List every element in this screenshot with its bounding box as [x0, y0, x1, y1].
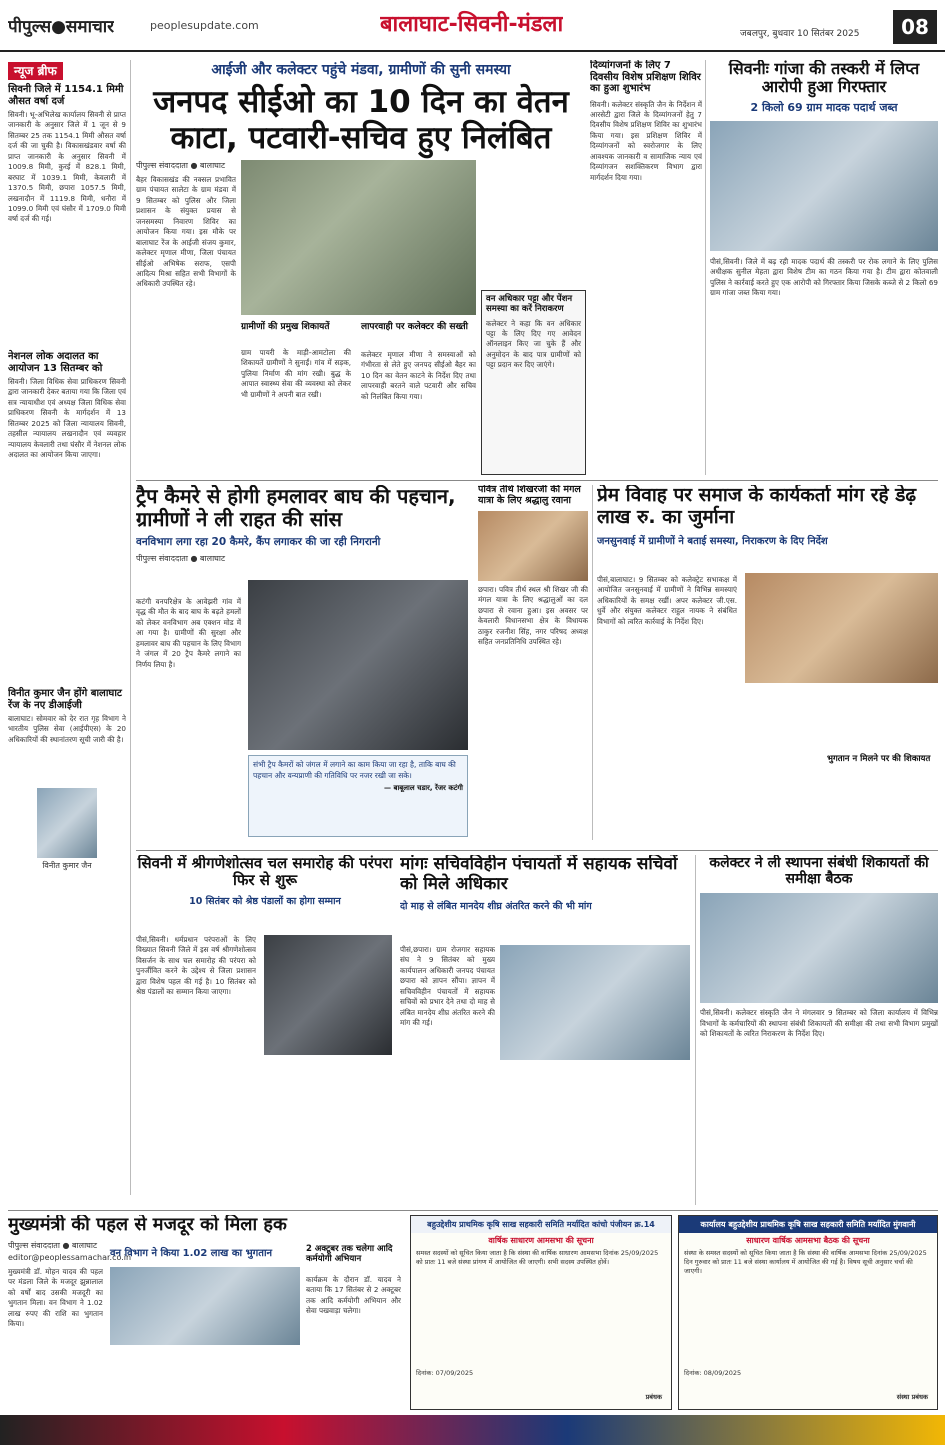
- trap-camera-photo: [248, 580, 468, 750]
- ganja-subhead: 2 किलो 69 ग्राम मादक पदार्थ जब्त: [750, 100, 898, 114]
- lead-subhead-strict: लापरवाही पर कलेक्टर की सख्ती: [361, 322, 468, 332]
- ad2-subtitle: साधारण वार्षिक आमसभा बैठक की सूचना: [746, 1236, 870, 1245]
- newspaper-logo: पीपुल्स●समाचार: [8, 17, 115, 37]
- secretary-photo: [500, 945, 690, 1060]
- ganesh-photo: [264, 935, 392, 1055]
- public-hearing-photo: [745, 573, 938, 683]
- column-divider: [130, 60, 131, 1195]
- collector-photo: [700, 893, 938, 1003]
- dig-photo-caption: विनीत कुमार जैन: [42, 861, 92, 870]
- news-brief-column: [8, 60, 126, 1200]
- section-rule: [136, 850, 938, 851]
- pilgrim-body: छपारा। पवित्र तीर्थ स्थल श्री शिखर जी की मंगल यात्रा के लिए श्रद्धालुओं का दल छपारा से रवाना हुआ। इस अवसर पर केवलारी विधानसभा क्षेत्र के विधायक ठाकुर रजनीश सिंह, नगर परिषद अध्यक्ष सहित जनप्रतिनिधि उपस्थित रहे।: [478, 584, 588, 647]
- ad2-date: दिनांक: 08/09/2025: [684, 1369, 742, 1377]
- lead-byline: पीपुल्स संवाददाता ● बालाघाट: [136, 161, 225, 170]
- tiger-body: कटंगी वनपरिक्षेत्र के आवेझरी गांव में वृद्ध की मौत के बाद बाघ के बढ़ते हमलों को लेकर वनविभाग अब एक्शन मोड में आ गया है। ग्रामीणों की सुरक्षा और हमलावर बाघ की पहचान के लिए विभाग ने जंगल में 20 ट्रैप कैमरे लगाने का निर्णय लिया है।: [136, 597, 241, 669]
- ganesh-subhead: 10 सितंबर को श्रेष्ठ पंडालों का होगा सम्मान: [189, 895, 341, 907]
- section-rule: [8, 1210, 938, 1211]
- cm-email[interactable]: editor@peoplessamachar.co.in: [8, 1252, 132, 1262]
- secretary-body: पीसं,छपारा। ग्राम रोजगार सहायक संघ ने 9 सितंबर को मुख्य कार्यपालन अधिकारी जनपद पंचायत छपारा को ज्ञापन सौंपा। ज्ञापन में सचिवविहीन पंचायतों में सहायक सचिवों को प्रभार देने तथा दो माह से लंबित मानदेय शीघ्र अंतरित करने की मांग की गई।: [400, 945, 495, 1028]
- ad2-body: संस्था के समस्त सदस्यों को सूचित किया जाता है कि संस्था की वार्षिक आमसभा दिनांक 25/09/2025 दिन गुरुवार को प्रातः 11 बजे संस्था कार्यालय में आयोजित की गई है। विषय सूची अनुसार चर्चा की जाएगी।: [684, 1249, 927, 1276]
- marriage-subhead: जनसुनवाई में ग्रामीणों ने बताई समस्या, निराकरण के दिए निर्देश: [597, 535, 828, 547]
- cm-story: [8, 1215, 403, 1410]
- secretary-subhead: दो माह से लंबित मानदेय शीघ्र अंतरित करने की भी मांग: [400, 901, 592, 913]
- page-number: 08: [893, 10, 937, 44]
- brief-1-title: सिवनी जिले में 1154.1 मिमी औसत वर्षा दर्ज: [8, 84, 124, 107]
- lead-body-1: बैहर विकासखंड की नक्सल प्रभावित ग्राम पंचायत सालेटा के ग्राम मंडवा में 9 सितम्बर को पुलिस और जिला प्रशासन के संयुक्त प्रयास से जनसमस्या निवारण शिविर का आयोजन किया गया। इस मौके पर बालाघाट रेंज के आईजी संजय कुमार, कलेक्टर मृणाल मीणा, जिला पंचायत सीईओ अभिषेक सराफ, एसपी आदित्य मिश्रा सहित सभी विभागों के अधिकारी उपस्थित रहे।: [136, 175, 236, 289]
- secretary-story: [400, 855, 690, 1205]
- tiger-subhead: वनविभाग लगा रहा 20 कैमरे, कैंप लगाकर की जा रही निगरानी: [136, 536, 381, 548]
- tiger-quote-box: [248, 755, 468, 837]
- brief-3-title: विनीत कुमार जैन होंगे बालाघाट रेंज के नए डीआईजी: [8, 688, 122, 711]
- lead-kicker: आईजी और कलेक्टर पहुंचे मंडवा, ग्रामीणों की सुनी समस्या: [211, 62, 511, 78]
- ganesh-headline: सिवनी में श्रीगणेशोत्सव चल समारोह की परंपरा फिर से शुरू: [137, 855, 393, 890]
- collector-body: पीसं,सिवनी। कलेक्टर संस्कृति जैन ने मंगलवार 9 सितम्बर को जिला कार्यालय में विभिन्न विभागों के कर्मचारियों की स्थापना संबंधी शिकायतों की समीक्षा की तथा सभी विभाग प्रमुखों को शिकायतों के त्वरित निराकरण के निर्देश दिए।: [700, 1008, 938, 1039]
- pilgrim-headline: पवित्र तीर्थ शिखरजी की मंगल यात्रा के लिए श्रद्धालु रवाना: [478, 485, 581, 506]
- marriage-headline: प्रेम विवाह पर समाज के कार्यकर्ता मांग रहे डेढ़ लाख रु. का जुर्माना: [597, 485, 917, 528]
- ad1-title: बहुउद्देशीय प्राथमिक कृषि साख सहकारी समिति मर्यादित कांचो पंजीयन क्र.14: [411, 1216, 671, 1233]
- training-headline: दिव्यांगजनों के लिए 7 दिवसीय विशेष प्रशिक्षण शिविर का हुआ शुभारंभ: [590, 60, 701, 94]
- ganja-story: [710, 60, 938, 475]
- print-color-bar: [0, 1415, 945, 1445]
- ganja-body: पीसं,सिवनी। जिले में बढ़ रही मादक पदार्थ की तस्करी पर रोक लगाने के लिए पुलिस अधीक्षक सुनील मेहता द्वारा विशेष टीम का गठन किया गया है। टीम द्वारा कोतवाली पुलिस ने कार्रवाई करते हुए एक आरोपी को गिरफ्तार किया जिसके कब्जे से 2 किलो 69 ग्राम गांजा जब्त किया गया।: [710, 256, 938, 298]
- column-divider: [695, 855, 696, 1205]
- pilgrim-photo: [478, 511, 588, 581]
- ad1-subtitle: वार्षिक साधारण आमसभा की सूचना: [488, 1236, 594, 1245]
- collector-headline: कलेक्टर ने ली स्थापना संबंधी शिकायतों की समीक्षा बैठक: [709, 855, 929, 888]
- section-rule: [136, 480, 938, 481]
- lead-photo-meeting: [241, 160, 476, 315]
- brief-1-body: सिवनी। भू-अभिलेख कार्यालय सिवनी से प्राप्त जानकारी के अनुसार जिले में 1 जून से 9 सितम्बर 25 तक 1154.1 मिमी औसत वर्षा दर्ज की जा चुकी है। विकासखंडवार वर्षा की प्राप्त जानकारी के अनुसार सिवनी में 1009.8 मिमी, कुरई में 828.1 मिमी, बरघाट में 1039.1 मिमी, केवलारी में 1370.5 मिमी, छपारा 1057.5 मिमी, लखनादौन में 1119.8 मिमी, धनौरा में 1099.0 मिमी एवं घंसौर में 1709.0 मिमी वर्षा दर्ज की गई।: [8, 110, 126, 224]
- cm-headline: मुख्यमंत्री की पहल से मजदूर को मिला हक: [8, 1215, 287, 1235]
- ad-notice-kancho: [410, 1215, 672, 1410]
- dig-portrait-photo: [37, 788, 97, 858]
- ganja-photo-police: [710, 121, 938, 251]
- lead-story: [136, 60, 586, 480]
- marriage-subhead-2: भुगतान न मिलने पर की शिकायत: [827, 754, 931, 764]
- ad1-signature: प्रबंधक: [645, 1392, 662, 1401]
- collector-story: [700, 855, 938, 1205]
- lead-body-2: ग्राम पायरी के माड़ी-आमटोला की शिकायतें ग्रामीणों ने सुनाईं। गांव में सड़क, पुलिया निर्माण की मांग रखी। बुद्ध के आपात स्वास्थ्य सेवा की व्यवस्था को लेकर भी ग्रामीणों ने अपनी बात रखी।: [241, 348, 351, 399]
- ad2-title: कार्यालय बहुउद्देशीय प्राथमिक कृषि साख सहकारी समिति मर्यादित मुंगवानी: [679, 1216, 937, 1233]
- secretary-headline: मांगः सचिवविहीन पंचायतों में सहायक सचिवों को मिले अधिकार: [400, 855, 678, 894]
- ad-notice-mungwani: [678, 1215, 938, 1410]
- training-story: [590, 60, 702, 475]
- lead-body-3: कलेक्टर मृणाल मीणा ने समस्याओं को गंभीरता से लेते हुए जनपद सीईओ बैहर का 10 दिन का वेतन काटने के निर्देश दिए तथा लापरवाही बरतने वाले पटवारी और सचिव को निलंबित किया गया।: [361, 350, 476, 401]
- cm-side-headline: 2 अक्टूबर तक चलेगा आदि कर्मयोगी अभियान: [306, 1244, 393, 1264]
- cm-side-body: कार्यक्रम के दौरान डॉ. यादव ने बताया कि 17 सितंबर से 2 अक्टूबर तक आदि कर्मयोगी अभियान और सेवा पखवाड़ा चलेगा।: [306, 1275, 401, 1316]
- marriage-body: पीसं,बालाघाट। 9 सितम्बर को कलेक्ट्रेट सभाकक्ष में आयोजित जनसुनवाई में ग्रामीणों ने विभिन्न समस्याएं अधिकारियों के समक्ष रखीं। अपर कलेक्टर जी.एस. धुर्वे और संयुक्त कलेक्टर राहुल नायक ने संबंधित विभागों को त्वरित कार्रवाई के निर्देश दिए।: [597, 575, 737, 626]
- marriage-story: [597, 485, 938, 840]
- tiger-headline: ट्रैप कैमरे से होगी हमलावर बाघ की पहचान, ग्रामीणों ने ली राहत की सांस: [136, 485, 456, 531]
- lead-subhead-complaints: ग्रामीणों की प्रमुख शिकायतें: [241, 322, 330, 332]
- column-divider: [592, 485, 593, 840]
- ad2-signature: संस्था प्रबंधक: [896, 1392, 928, 1401]
- cm-photo: [110, 1267, 300, 1345]
- ad1-body: समस्त सदस्यों को सूचित किया जाता है कि संस्था की वार्षिक साधारण आमसभा दिनांक 25/09/2025 को प्रातः 11 बजे संस्था प्रांगण में आयोजित की जाएगी। सभी सदस्य उपस्थित होवें।: [416, 1249, 659, 1267]
- lead-headline: जनपद सीईओ का 10 दिन का वेतन काटा, पटवारी-सचिव हुए निलंबित: [153, 84, 569, 156]
- brief-3-body: बालाघाट। सोमवार को देर रात गृह विभाग ने भारतीय पुलिस सेवा (आईपीएस) के 20 अधिकारियों की स्थानांतरण सूची जारी की है।: [8, 714, 126, 744]
- column-divider: [705, 60, 706, 475]
- tiger-byline: पीपुल्स संवाददाता ● बालाघाट: [136, 554, 225, 563]
- forest-rights-box: [481, 290, 586, 475]
- ad1-date: दिनांक: 07/09/2025: [416, 1369, 474, 1377]
- ganesh-story: [136, 855, 394, 1205]
- forest-rights-body: कलेक्टर ने कहा कि वन अधिकार पट्टा के लिए दिए गए आवेदन ऑनलाइन किए जा चुके हैं और अनुमोदन के बाद पात्र ग्रामीणों को पट्टा प्रदान कर दिए जाएंगे।: [486, 318, 581, 370]
- regional-title: बालाघाट-सिवनी-मंडला: [380, 12, 564, 37]
- website-url[interactable]: peoplesupdate.com: [150, 19, 259, 32]
- tiger-quote-text: संभी ट्रैप कैमरों को जंगल में लगाने का काम किया जा रहा है, ताकि बाघ की पहचान और वन्यप्राणी की गतिविधि पर नजर रखी जा सके।: [253, 760, 456, 780]
- pilgrim-story: [478, 485, 588, 840]
- cm-subhead: वन विभाग ने किया 1.02 लाख का भुगतान: [110, 1248, 273, 1259]
- news-brief-tag: न्यूज ब्रीफ: [8, 62, 63, 80]
- ganesh-body: पीसं,सिवनी। धर्मप्रधान परंपराओं के लिए विख्यात सिवनी जिले में इस वर्ष श्रीगणेशोत्सव विसर्जन के साथ चल समारोह की परंपरा को पुनर्जीवित करने के उद्देश्य से जिला प्रशासन द्वारा विशेष पहल की गई है। 10 सितंबर को श्रेष्ठ पंडालों का सम्मान किया जाएगा।: [136, 935, 256, 997]
- ganja-headline: सिवनीः गांजा की तस्करी में लिप्त आरोपी हुआ गिरफ्तार: [728, 60, 920, 97]
- brief-2-title: नेशनल लोक अदालत का आयोजन 13 सितम्बर को: [8, 351, 103, 374]
- forest-rights-title: वन अधिकार पट्टा और पेंशन समस्या का करें निराकरण: [486, 294, 573, 314]
- cm-body: मुख्यमंत्री डॉ. मोहन यादव की पहल पर मंडला जिले के मजदूर झुन्नालाल को वर्षों बाद उसकी मजदूरी का भुगतान मिला। वन विभाग ने 1.02 लाख रुपए की राशि का भुगतान किया।: [8, 1267, 103, 1329]
- masthead: [0, 0, 945, 52]
- training-body: सिवनी। कलेक्टर संस्कृति जैन के निर्देशन में आरसेटी द्वारा जिले के दिव्यांगजनों हेतु 7 दिवसीय विशेष प्रशिक्षण शिविर का शुभारंभ किया गया। इस प्रशिक्षण शिविर में दिव्यांगजनों को स्वरोजगार के लिए आवश्यक जानकारी व सामाजिक न्याय एवं दिव्यांगजन सशक्तिकरण विभाग द्वारा मार्गदर्शन दिया गया।: [590, 99, 702, 182]
- cm-byline: पीपुल्स संवाददाता ● बालाघाट: [8, 1240, 97, 1250]
- dateline: जबलपुर, बुधवार 10 सितंबर 2025: [740, 29, 860, 39]
- tiger-story: [136, 485, 471, 840]
- brief-2-body: सिवनी। जिला विधिक सेवा प्राधिकरण सिवनी द्वारा जानकारी देकर बताया गया कि जिला एवं सत्र न्यायाधीश एवं अध्यक्ष जिला विधिक सेवा प्राधिकरण सिवनी के मार्गदर्शन में 13 सितम्बर 2025 को जिला न्यायालय सिवनी, तहसील न्यायालय लखनादौन एवं व्यवहार न्यायालय केवलारी तथा घंसौर में नेशनल लोक अदालत का आयोजन किया जाएगा।: [8, 377, 126, 460]
- tiger-quote-author: — बाबूलाल चडार, रेंजर कटंगी: [384, 784, 463, 792]
